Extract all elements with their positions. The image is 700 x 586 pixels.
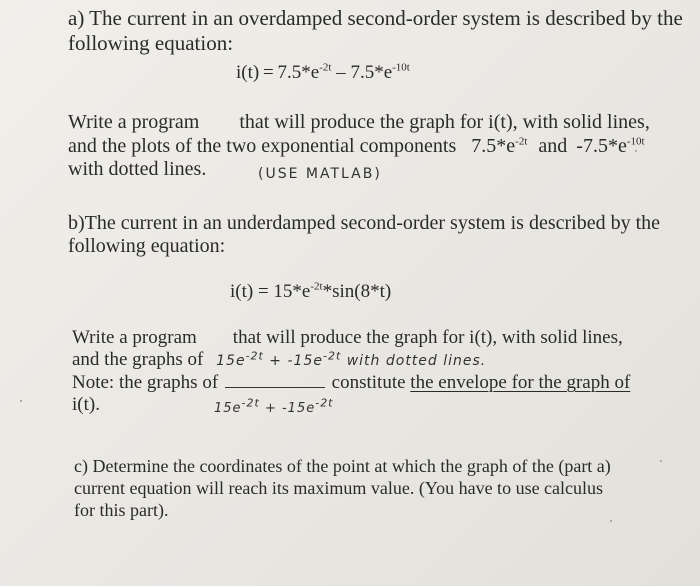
paper-speck bbox=[635, 150, 637, 152]
part-c-line-3: for this part). bbox=[74, 500, 169, 520]
part-a-equation: $i(t) = 7.5*e^{-2t} - 7.5*e^{-10t}$ bbox=[236, 61, 410, 83]
part-b-line-4: and the graphs of $15e^{-2t} + -15e^{-2t}$ with dotted lines. bbox=[72, 349, 487, 370]
part-b-line-6: i(t). bbox=[72, 394, 100, 415]
part-a-line-2: following equation: bbox=[68, 31, 234, 55]
paper-speck bbox=[20, 400, 22, 402]
part-b-line-3: Write a program that will produce the graph for i(t), with solid lines, bbox=[72, 327, 623, 348]
part-a-line-4: and the plots of the two exponential components $7.5*e^{-2t}$ and $-7.5*e^{-10t}$ bbox=[68, 135, 645, 157]
part-b-line-1: b)The current in an underdamped second-order system is described by the bbox=[68, 212, 661, 234]
handwritten-graphs: $15e^{-2t} + -15e^{-2t}$ with dotted lines. bbox=[216, 349, 487, 369]
part-c-line-1: c) Determine the coordinates of the point at which the graph of the (part a) bbox=[74, 456, 611, 476]
part-c-line-2: current equation will reach its maximum value. (You have to use calculus bbox=[74, 478, 604, 498]
handwritten-use-matlab: (USE MATLAB) bbox=[258, 166, 382, 182]
write-program-b: Write a program bbox=[72, 327, 197, 348]
blank-line bbox=[225, 373, 325, 388]
part-b-line-2: following equation: bbox=[68, 235, 226, 257]
part-a-line-5: with dotted lines. bbox=[68, 158, 207, 180]
handwritten-envelope: $15e^{-2t} + -15e^{-2t}$ bbox=[214, 396, 334, 416]
part-b-line-5: Note: the graphs of constitute the envelope for the graph of bbox=[72, 372, 631, 393]
paper-speck bbox=[660, 460, 662, 462]
paper-speck bbox=[610, 520, 612, 522]
part-a-line-3: Write a program that will produce the graph for i(t), with solid lines, bbox=[68, 111, 650, 133]
part-a-line-1: a) The current in an overdamped second-order system is described by the bbox=[68, 6, 683, 30]
part-b-equation: $i(t) = 15*e^{-2t}*\sin(8*t)$ bbox=[230, 280, 392, 302]
write-program-a: Write a program bbox=[68, 111, 200, 133]
